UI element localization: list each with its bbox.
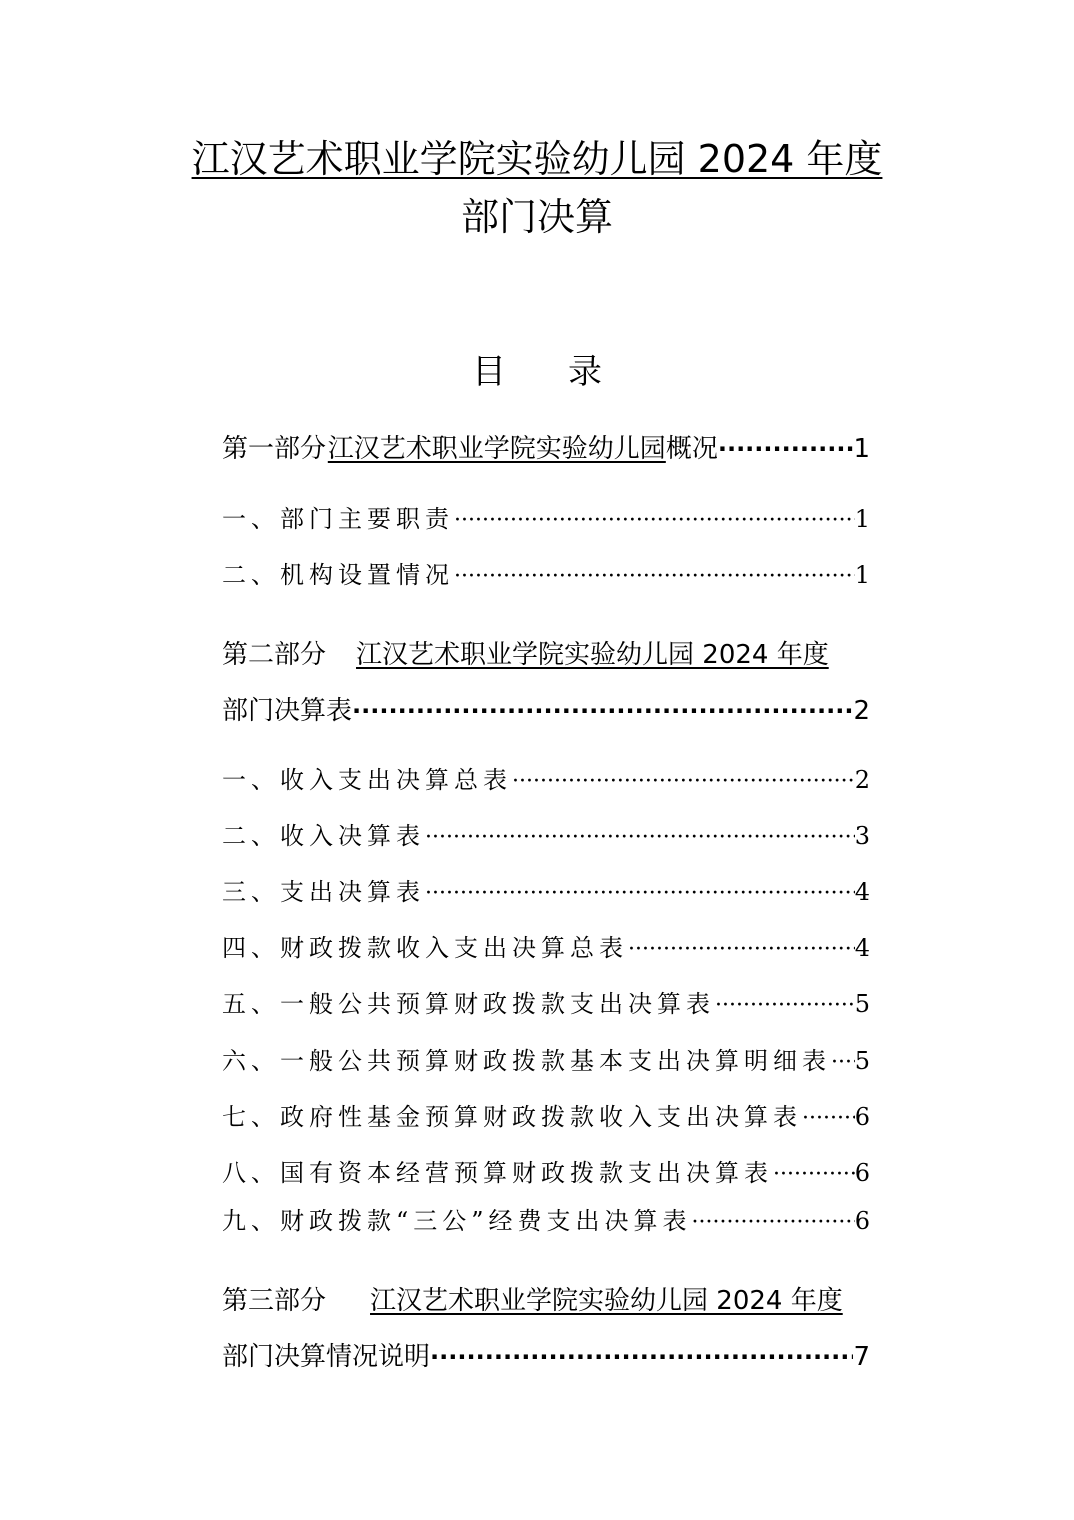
toc-leader-dots [628, 934, 855, 966]
toc-page-number: 2 [853, 696, 870, 726]
toc-item[interactable] [222, 876, 870, 910]
toc-item[interactable] [222, 559, 870, 593]
toc-item-text: 八、国有资本经营预算财政拨款支出决算表 [222, 1159, 773, 1187]
toc-leader-dots [692, 1207, 855, 1239]
toc-item[interactable] [222, 764, 870, 798]
document-title-line-2: 部门决算 [460, 195, 613, 239]
toc-part-2-heading[interactable] [222, 638, 886, 672]
toc-item[interactable] [222, 988, 870, 1022]
toc-item[interactable] [222, 503, 870, 537]
toc-item-text: 六、一般公共预算财政拨款基本支出决算明细表 [222, 1047, 831, 1075]
toc-page-number: 6 [854, 1207, 870, 1235]
toc-page-number: 6 [854, 1159, 870, 1187]
toc-leader-dots [430, 1340, 853, 1374]
toc-item[interactable] [222, 1045, 870, 1079]
toc-leader-dots [831, 1047, 855, 1079]
toc-page-number: 1 [853, 434, 870, 464]
toc-leader-dots [715, 990, 855, 1022]
toc-page-number: 5 [854, 990, 870, 1018]
toc-item-text: 四、财政拨款收入支出决算总表 [222, 934, 628, 962]
toc-item-text: 九、财政拨款“三公”经费支出决算表 [222, 1207, 692, 1235]
toc-part-3-label: 第三部分 [222, 1286, 327, 1316]
toc-page-number: 2 [854, 766, 870, 794]
toc-item-text: 五、一般公共预算财政拨款支出决算表 [222, 990, 715, 1018]
toc-leader-dots [718, 432, 854, 466]
toc-item[interactable] [222, 820, 870, 854]
toc-item-text: 二、收入决算表 [222, 822, 425, 850]
toc-part-1-label: 第一部分 [222, 434, 327, 464]
toc-leader-dots [512, 766, 855, 798]
toc-item-text: 三、支出决算表 [222, 878, 425, 906]
toc-page-number: 1 [854, 505, 870, 533]
document-title-line-1 [0, 136, 1074, 182]
toc-heading: 目录 [472, 352, 664, 392]
toc-part-3-continuation: 部门决算情况说明 [222, 1342, 431, 1372]
toc-part-2-label: 第二部分 [222, 640, 327, 670]
toc-item[interactable] [222, 932, 870, 966]
toc-item-text: 一、部门主要职责 [222, 505, 454, 533]
toc-page-number: 5 [854, 1047, 870, 1075]
toc-page-number: 4 [854, 934, 870, 962]
toc-page-number: 4 [854, 878, 870, 906]
toc-leader-dots [454, 561, 855, 593]
toc-page-number: 7 [853, 1342, 870, 1372]
toc-part-1-title: 江汉艺术职业学院实验幼儿园 [327, 434, 666, 464]
toc-page-number: 6 [854, 1103, 870, 1131]
toc-part-2-continuation: 部门决算表 [222, 696, 353, 726]
toc-leader-dots [352, 694, 853, 728]
toc-leader-dots [425, 822, 855, 854]
toc-page-number: 3 [854, 822, 870, 850]
toc-leader-dots [802, 1103, 855, 1135]
toc-part-3-heading[interactable] [222, 1284, 886, 1318]
toc-item[interactable] [222, 1205, 870, 1239]
toc-item-text: 一、收入支出决算总表 [222, 766, 512, 794]
toc-item[interactable] [222, 1101, 870, 1135]
toc-leader-dots [773, 1159, 855, 1191]
toc-page-number: 1 [854, 561, 870, 589]
toc-part-1[interactable] [222, 432, 870, 466]
toc-item-text: 二、机构设置情况 [222, 561, 454, 589]
toc-item[interactable] [222, 1157, 870, 1191]
toc-leader-dots [425, 878, 855, 910]
document-title-text: 江汉艺术职业学院实验幼儿园 2024 年度 [191, 137, 883, 181]
toc-part-3-title: 江汉艺术职业学院实验幼儿园 2024 年度 [370, 1286, 843, 1316]
toc-part-3[interactable] [222, 1340, 870, 1374]
toc-item-text: 七、政府性基金预算财政拨款收入支出决算表 [222, 1103, 802, 1131]
toc-part-1-title-suffix: 概况 [665, 434, 718, 464]
toc-leader-dots [454, 505, 855, 537]
toc-part-2-title: 江汉艺术职业学院实验幼儿园 2024 年度 [356, 640, 829, 670]
toc-part-2[interactable] [222, 694, 870, 728]
